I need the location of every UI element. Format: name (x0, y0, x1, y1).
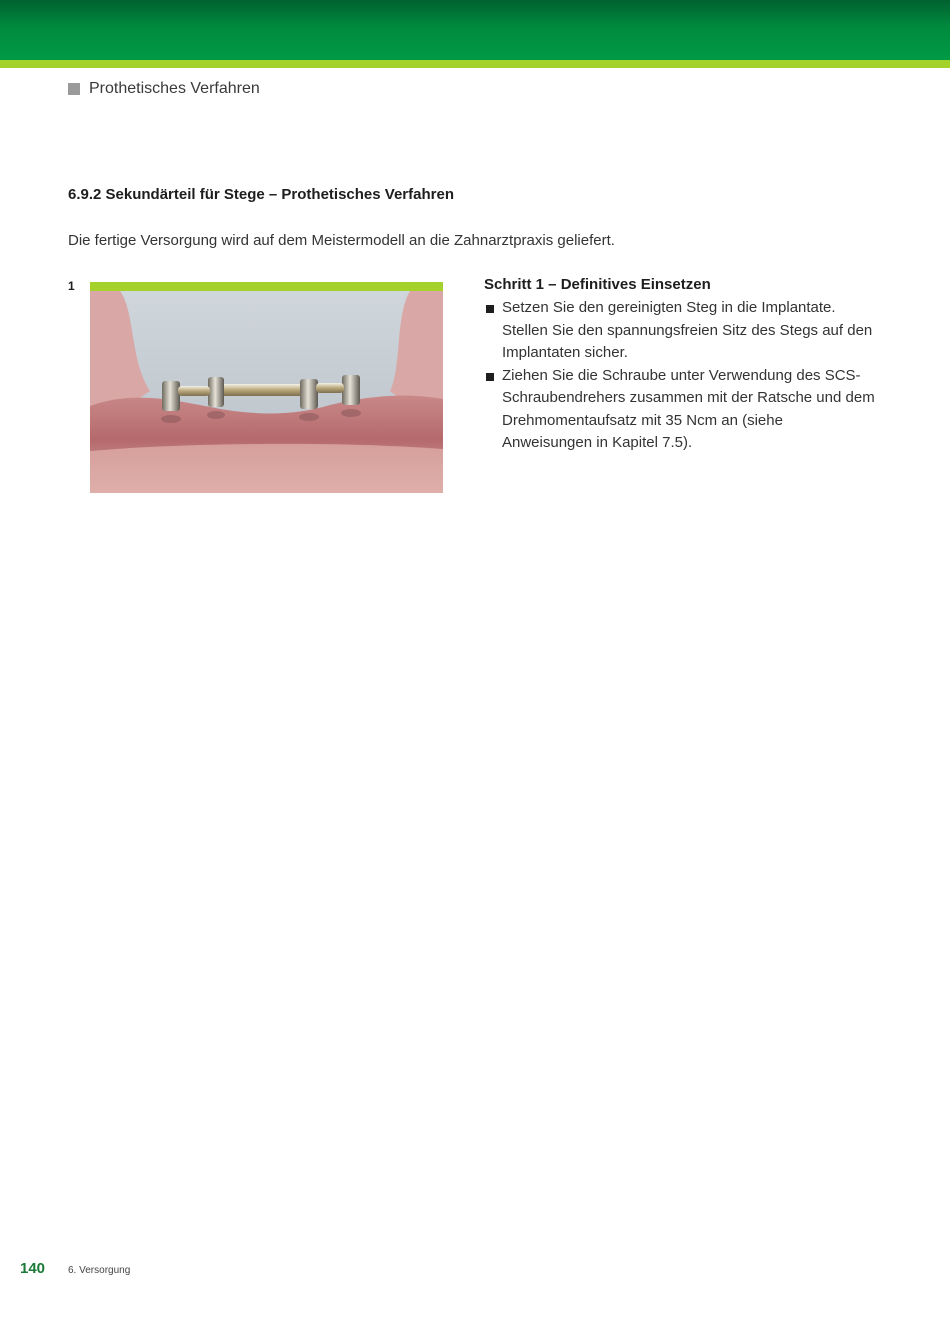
square-bullet-icon (486, 373, 494, 381)
list-item (484, 297, 876, 365)
section-heading: 6.9.2 Sekundärteil für Stege – Prothetisches Verfahren (68, 186, 454, 203)
section-label: Prothetisches Verfahren (89, 80, 260, 97)
step-title: Schritt 1 – Definitives Einsetzen (484, 276, 711, 293)
list-item-text: Ziehen Sie die Schraube unter Verwendung des SCS-Schraubendrehers zusammen mit der Ratsche und dem Drehmomentaufsatz mit 35 Ncm an (siehe Anweisungen in Kapitel 7.5). (502, 366, 875, 451)
header-band (0, 0, 950, 60)
figure (90, 282, 443, 493)
page-number: 140 (20, 1260, 46, 1277)
figure-number: 1 (68, 279, 75, 293)
square-marker-icon (68, 83, 80, 95)
section-marker (68, 79, 260, 99)
list-item-text: Setzen Sie den gereinigten Steg in die Implantate. Stellen Sie den spannungsfreien Sitz des Stegs auf den Implantaten sicher. (502, 299, 873, 361)
square-bullet-icon (486, 305, 494, 313)
bar-on-model-photo (90, 291, 443, 493)
step-list (484, 297, 876, 455)
header-accent-stripe (0, 60, 950, 68)
intro-paragraph: Die fertige Versorgung wird auf dem Meistermodell an die Zahnarztpraxis geliefert. (68, 232, 615, 249)
list-item (484, 365, 876, 455)
figure-accent-bar (90, 282, 443, 291)
footer-chapter: 6. Versorgung (68, 1265, 131, 1276)
